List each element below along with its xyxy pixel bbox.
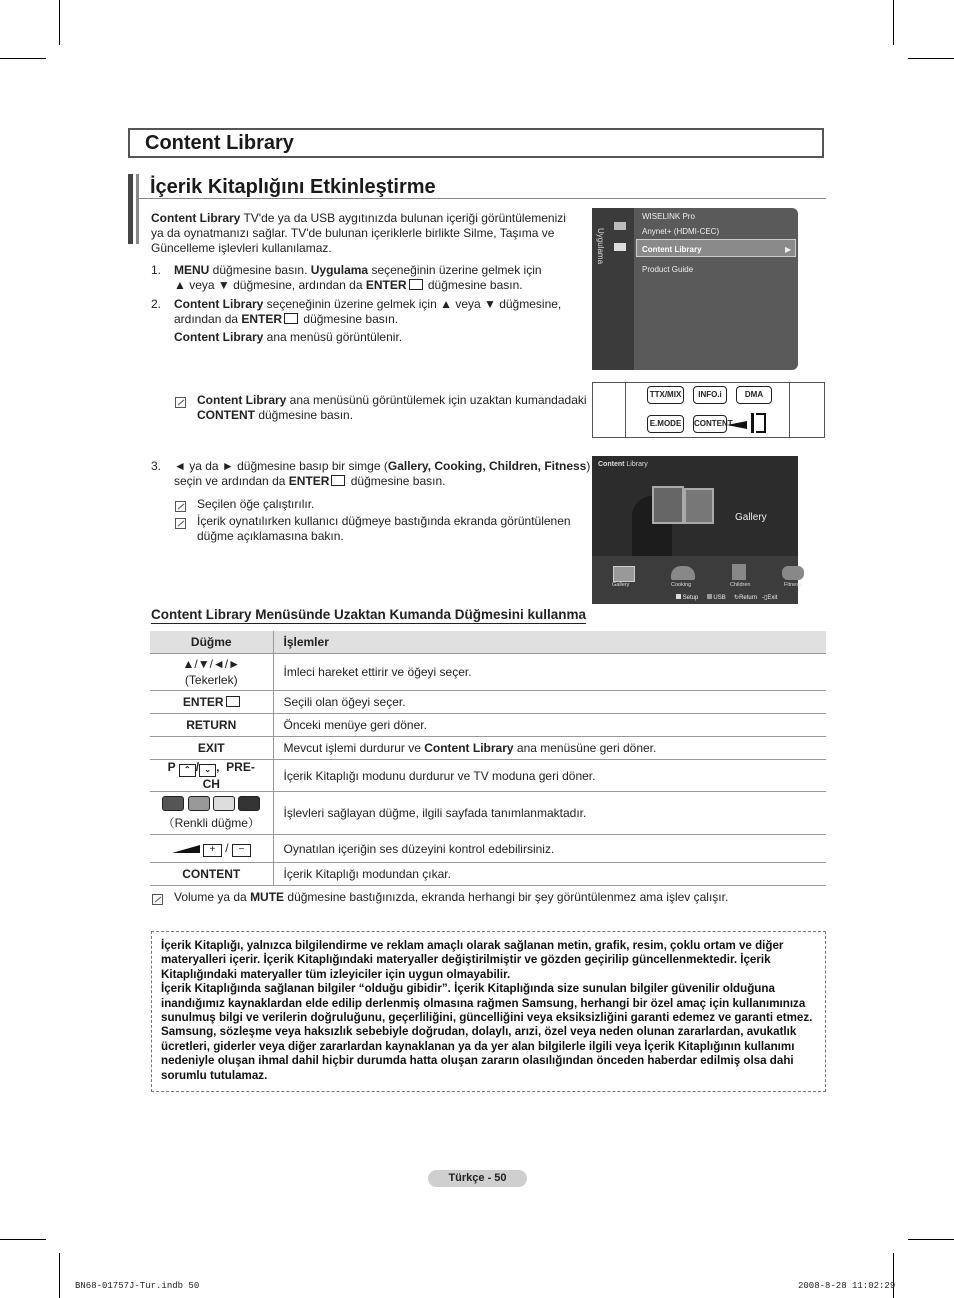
subsection-underline [136, 198, 826, 199]
gallery-icon [613, 566, 635, 582]
intro-line-2: ya da oynatmanızı sağlar. TV'de bulunan içeriklerle birlikte Silme, Taşıma ve [151, 226, 555, 240]
table-cell: + / − [150, 835, 273, 863]
remote-button-table [150, 631, 826, 886]
table-cell: Önceki menüye geri döner. [273, 714, 826, 737]
step-3-b1: Gallery, Cooking, Children, Fitness [387, 459, 587, 473]
table-cell [150, 792, 273, 835]
disclaimer-line: inandığımız kaynaklardan elde edilip derlenmiş olmasına rağmen Samsung, herhangi bir özel amaç için kullanımınıza [161, 996, 806, 1010]
table-cell: İşlevleri sağlayan düğme, ilgili sayfada tanımlanmaktadır. [273, 792, 826, 835]
table-cell [150, 654, 273, 691]
enter-icon [409, 279, 423, 290]
table-header-row [150, 631, 826, 654]
tv-menu-icon [614, 222, 626, 230]
table-cell [150, 691, 273, 714]
fitness-icon-label: Fitness [784, 582, 802, 588]
note-icon [175, 499, 186, 517]
note-icon [175, 516, 186, 534]
table-cell: P ⌃ / ⌄ , PRE-CH [150, 760, 273, 792]
table-cell: Seçili olan öğeyi seçer. [273, 691, 826, 714]
gallery-label: Gallery [735, 512, 767, 523]
table-cell: İçerik Kitaplığı modunu durdurur ve TV moduna geri döner. [273, 760, 826, 792]
cooking-icon [671, 566, 695, 580]
fitness-icon [782, 566, 804, 580]
note-1 [197, 393, 587, 423]
note-3-line1: İçerik oynatılırken kullanıcı düğmeye bastığında ekranda görüntülenen [197, 514, 571, 528]
volume-down-icon: − [232, 844, 251, 857]
table-row [150, 792, 826, 835]
step-1-t2: seçeneğinin üzerine gelmek için [368, 263, 542, 277]
table-row [150, 654, 826, 691]
intro-bold: Content Library [151, 211, 241, 225]
tv-menu-vertical-label: Uygulama [596, 228, 605, 265]
cooking-icon-label: Cooking [671, 582, 692, 588]
table-cell: Mevcut işlemi durdurur ve Content Library ana menüsüne geri döner. [273, 737, 826, 760]
disclaimer-line: İçerik Kitaplığında sağlanan bilgiler “olduğu gibidir”. İçerik Kitaplığında size sunulan bilgiler güvenilir olduğuna [161, 982, 775, 996]
channel-down-icon: ⌄ [199, 764, 216, 777]
disclaimer-line: Samsung, sözleşme veya haksızlık sebebiyle doğrudan, dolaylı, arızi, özel veya neden olunan zararlardan, avukatlık [161, 1025, 797, 1039]
table-cell: CONTENT [150, 863, 273, 886]
col-header-actions: İşlemler [273, 631, 826, 654]
tv-menu-item: Product Guide [642, 265, 694, 274]
volume-wedge-icon [172, 845, 200, 853]
tv-menu-arrow: ▶ [785, 245, 792, 254]
table-row [150, 835, 826, 863]
picture-frame [652, 486, 684, 524]
note-1-b2: CONTENT [197, 408, 255, 422]
page-number: Türkçe - 50 [428, 1170, 527, 1187]
step-2-result-t: ana menüsü görüntülenir. [263, 330, 403, 344]
table-heading: Content Library Menüsünde Uzaktan Kumanda Düğmesini kullanma [151, 607, 587, 622]
pointer-bar [751, 413, 754, 433]
table-cell: RETURN [150, 714, 273, 737]
note-3-line2: düğme açıklamasına bakın. [197, 529, 344, 543]
step-3-number: 3. [151, 459, 162, 473]
step-1-b2: Uygulama [310, 263, 369, 277]
tv-menu-icon [614, 243, 626, 251]
dma-button: DMA [736, 386, 772, 404]
remote-edge-left [625, 383, 626, 437]
step-3-line2: seçin ve ardından da [174, 474, 289, 488]
disclaimer-box [151, 931, 826, 1092]
section-title: Content Library [145, 132, 294, 154]
p-label: P [167, 760, 176, 774]
note-2: Seçilen öğe çalıştırılır. [197, 497, 315, 511]
step-3-t2: ) [586, 459, 591, 473]
enter-icon [226, 696, 240, 707]
pointer-bracket [756, 413, 766, 433]
step-2-t2: düğmesine basın. [300, 312, 399, 326]
tv-menu-screenshot [592, 208, 798, 370]
step-3-t1: ◄ ya da ► düğmesine basıp bir simge ( [174, 459, 388, 473]
step-2-b2: ENTER [241, 312, 283, 326]
prech-label: PRE-CH [202, 760, 255, 791]
gallery-icon-label: Gallery [612, 582, 630, 588]
table-cell: İmleci hareket ettirir ve öğeyi seçer. [273, 654, 826, 691]
note-3 [197, 514, 587, 544]
tv-menu-item: WISELINK Pro [642, 212, 695, 221]
col-header-button: Düğme [150, 631, 273, 654]
note-1-t1: ana menüsünü görüntülemek için uzaktan kumandadaki [286, 393, 587, 407]
disclaimer-line: sorumlu tutulamaz. [161, 1068, 268, 1082]
step-2-number: 2. [151, 297, 162, 311]
step-2-result-b: Content Library [174, 330, 264, 344]
step-1-t3: düğmesine basın. [424, 278, 523, 292]
remote-illustration [592, 382, 825, 438]
step-3-b2: ENTER [288, 474, 330, 488]
step-1 [174, 263, 584, 293]
table-row [150, 760, 826, 792]
emode-button: E.MODE [647, 415, 684, 433]
wheel-label: (Tekerlek) [184, 673, 238, 687]
enter-label: ENTER [182, 695, 224, 709]
table-cell: İçerik Kitaplığı modundan çıkar. [273, 863, 826, 886]
step-1-t1: düğmesine basın. [209, 263, 311, 277]
footer-file: BN68-01757J-Tur.indb 50 [75, 1281, 200, 1291]
remote-edge-right [789, 383, 790, 437]
subsection-bar-thin [136, 174, 139, 244]
gallery-bottom-bar: Setup USB ↻Return -▯Exit [676, 594, 777, 601]
tv-gallery-screenshot [592, 456, 802, 604]
volume-up-icon: + [203, 844, 222, 857]
children-icon [732, 564, 746, 580]
ttx-mix-button: TTX/MIX [647, 386, 684, 404]
children-icon-label: Children [730, 582, 751, 588]
content-button: CONTENT [693, 415, 727, 433]
arrow-keys-label: ▲/▼/◄/► [182, 657, 240, 671]
table-cell: Oynatılan içeriğin ses düzeyini kontrol edebilirsiniz. [273, 835, 826, 863]
subsection-title: İçerik Kitaplığını Etkinleştirme [150, 176, 436, 198]
step-1-line2: ▲ veya ▼ düğmesine, ardından da [174, 278, 366, 292]
color-buttons-icon [160, 796, 263, 814]
note-1-t2: düğmesine basın. [255, 408, 354, 422]
note-icon [175, 395, 186, 413]
pointer-arrow-icon [727, 421, 747, 429]
table-row [150, 691, 826, 714]
table-row [150, 714, 826, 737]
channel-up-icon: ⌃ [179, 764, 196, 777]
color-button-label: （Renkli düğme） [162, 815, 260, 830]
intro-paragraph [151, 211, 581, 256]
step-1-b1: MENU [174, 263, 210, 277]
intro-line-3: Güncelleme işlevleri kullanılamaz. [151, 241, 332, 255]
intro-text: TV'de ya da USB aygıtınızda bulunan içeriği görüntülemenizi [240, 211, 566, 225]
disclaimer-line: İçerik Kitaplığı, yalnızca bilgilendirme ve reklam amaçlı olarak sağlanan metin, grafik, resim, çoklu ortam ve diğer [161, 939, 784, 952]
table-row [150, 737, 826, 760]
enter-icon [284, 313, 298, 324]
disclaimer-line: Kitaplığındaki materyaller tüm izleyiciler için uygun olmayabilir. [161, 967, 511, 981]
table-cell: EXIT [150, 737, 273, 760]
step-2-t1: seçeneğinin üzerine gelmek için ▲ veya ▼ düğmesine, [263, 297, 562, 311]
note-1-b1: Content Library [197, 393, 287, 407]
info-button: INFO.i [693, 386, 727, 404]
step-3-t3: düğmesine basın. [347, 474, 446, 488]
subsection-bar [128, 174, 133, 244]
step-2 [174, 297, 584, 345]
disclaimer-line: nedeniyle oluşan ihmal dahil hiçbir durumda hatta oluşan zararın olasılığından önceden haberdar edilmiş olsa dahi [161, 1054, 794, 1068]
enter-icon [331, 475, 345, 486]
step-1-b3: ENTER [365, 278, 407, 292]
disclaimer-line: materyalleri içerir. İçerik Kitaplığındaki materyaller değiştirilmiştir ve gözden geçirilip güncellenmektedir. İçerik [161, 953, 771, 967]
disclaimer-line: sunulmuş bilgi ve verilerin doğruluğunu, geçerliliğini, güncelliğini veya eksiksizliğini garanti edemez ve garanti etmez. [161, 1011, 813, 1025]
footer-date: 2008-8-28 11:02:29 [798, 1281, 896, 1291]
picture-frame [684, 488, 714, 524]
disclaimer-line: ücretleri, giderler veya diğer zararlardan kaynaklanan ya da yer alan bilgilerle ilgili veya İçerik Kitaplığının kullanımı [161, 1039, 795, 1053]
volume-note: Volume ya da MUTE düğmesine bastığınızda, ekranda herhangi bir şey görüntülenmez ama işlev çalışır. [174, 890, 729, 904]
step-3 [174, 459, 594, 489]
step-1-number: 1. [151, 263, 162, 277]
gallery-header: Content Library [598, 461, 648, 468]
step-2-b1: Content Library [174, 297, 264, 311]
tv-menu-item-selected: Content Library [642, 245, 702, 254]
note-icon [152, 892, 163, 910]
tv-menu-item: Anynet+ (HDMI-CEC) [642, 227, 720, 236]
table-row [150, 863, 826, 886]
step-2-line2: ardından da [174, 312, 242, 326]
